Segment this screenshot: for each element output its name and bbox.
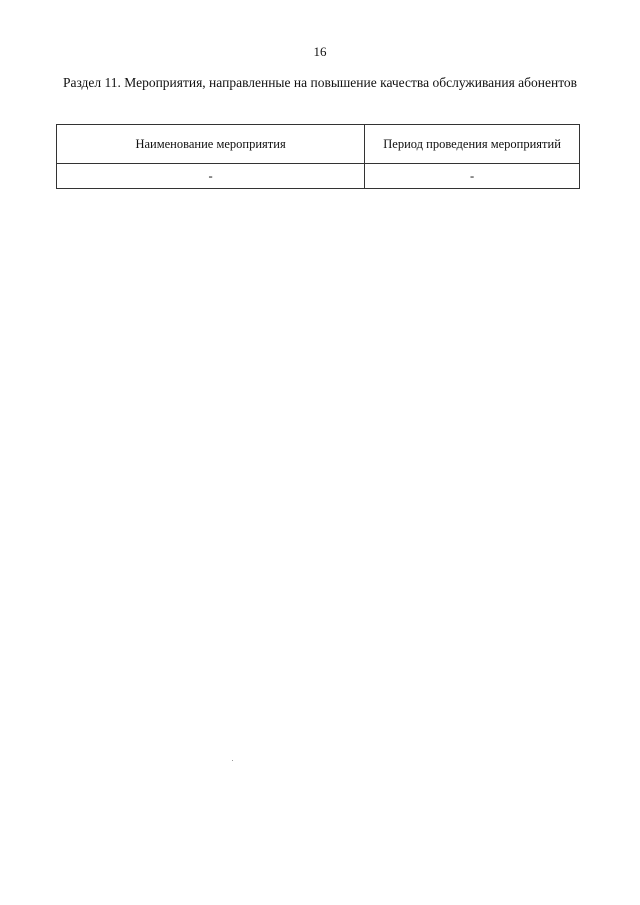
header-measure-name: Наименование мероприятия bbox=[57, 125, 365, 164]
table-row bbox=[57, 164, 580, 189]
measures-table bbox=[56, 124, 580, 189]
header-period: Период проведения мероприятий bbox=[365, 125, 580, 164]
scan-speck bbox=[232, 760, 233, 761]
cell-period: - bbox=[365, 164, 580, 189]
section-title: Раздел 11. Мероприятия, направленные на повышение качества обслуживания абонентов bbox=[62, 75, 578, 90]
page-number: 16 bbox=[313, 44, 327, 59]
cell-measure-name: - bbox=[57, 164, 365, 189]
table-header-row bbox=[57, 125, 580, 164]
